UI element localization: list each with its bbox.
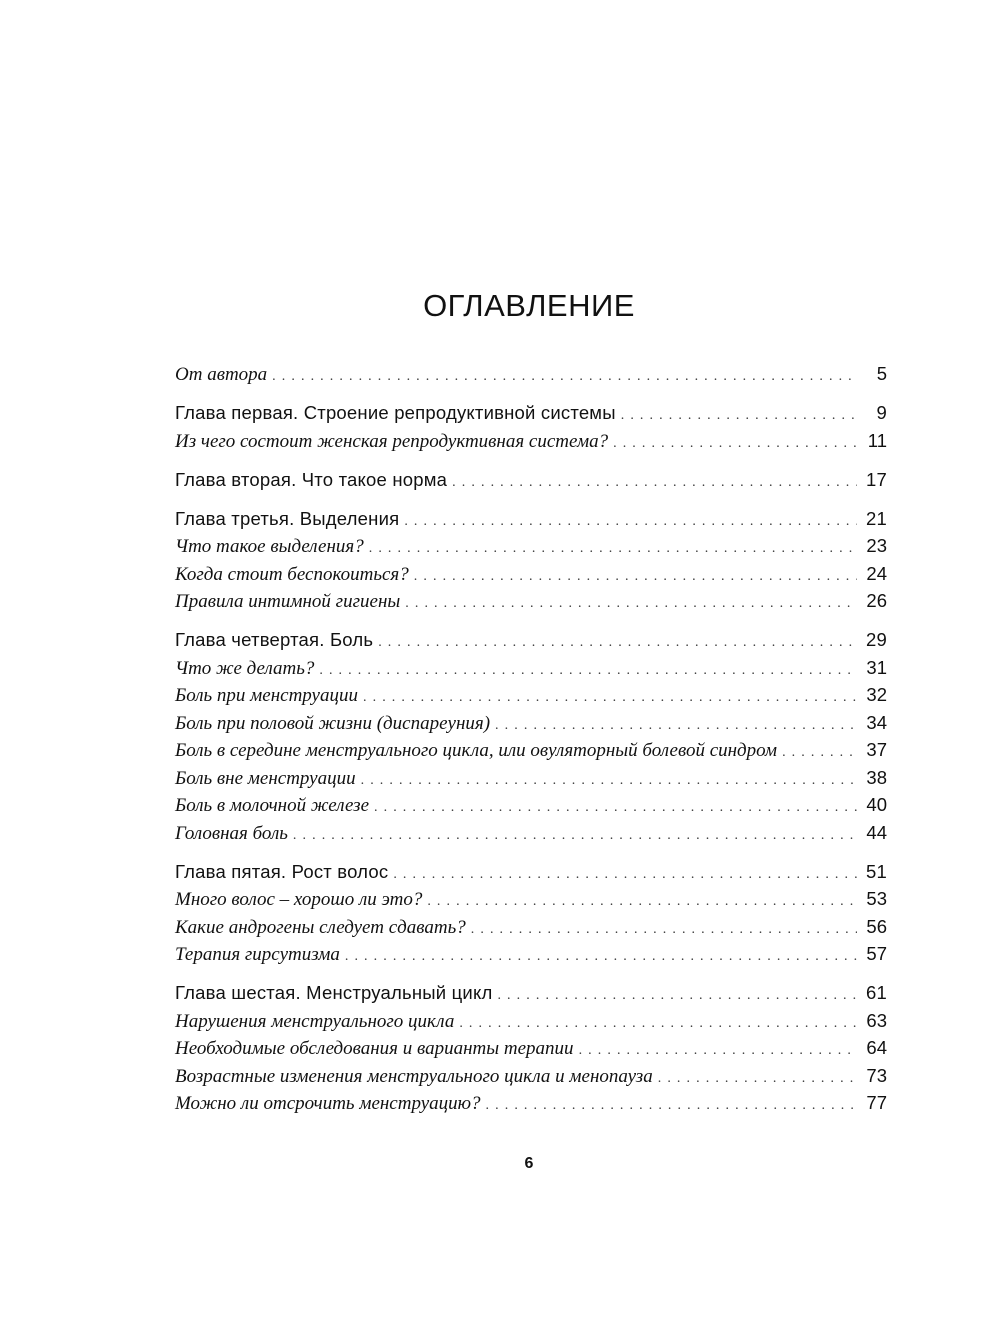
toc-entry-page: 51 [866,860,887,882]
toc-section-entry[interactable] [175,681,887,709]
toc-group [175,626,887,846]
dot-leader [495,712,857,740]
dot-leader [319,657,857,685]
toc-entry-page: 17 [866,468,887,490]
toc-chapter-entry[interactable] [175,466,887,494]
toc-entry-page: 34 [866,711,887,733]
toc-entry-page: 9 [876,402,887,423]
toc-entry-page: 24 [866,562,887,584]
dot-leader [459,1010,857,1038]
dot-leader [486,1092,857,1120]
toc-entry-page: 44 [866,821,887,843]
dot-leader [363,684,857,712]
toc-section-entry[interactable] [175,427,887,455]
toc-entry-label: Необходимые обследования и варианты терапии [175,1038,574,1059]
toc-entry-page: 64 [866,1037,887,1058]
toc-entry-page: 31 [866,656,887,678]
toc-entry-label: Боль при половой жизни (диспареуния) [175,712,491,734]
dot-leader [782,739,857,767]
dot-leader [405,590,857,618]
dot-leader [393,861,857,889]
table-of-contents [175,360,887,1128]
toc-section-entry[interactable] [175,560,887,588]
toc-entry-page: 40 [866,794,887,815]
toc-entry-label: Много волос – хорошо ли это? [175,889,423,910]
toc-entry-page: 5 [876,363,887,384]
toc-group [175,858,887,968]
toc-entry-page: 37 [866,739,887,760]
toc-entry-page: 29 [866,629,887,650]
toc-entry-label: Боль при менструации [175,685,358,706]
toc-section-entry[interactable] [175,913,887,941]
toc-entry-label: Можно ли отсрочить менструацию? [175,1093,481,1114]
toc-entry-label: Терапия гирсутизма [175,944,340,965]
toc-entry-label: Возрастные изменения менструального цикла и менопауза [175,1065,653,1087]
toc-entry-page: 23 [866,535,887,556]
toc-entry-page: 61 [866,982,887,1003]
toc-group [175,360,887,388]
toc-entry-label: Боль в молочной железе [175,795,369,816]
toc-section-entry[interactable] [175,1089,887,1117]
toc-section-entry[interactable] [175,764,887,792]
dot-leader [579,1037,857,1065]
toc-section-entry[interactable] [175,1062,887,1090]
toc-entry-label: Глава третья. Выделения [175,507,400,529]
page-number: 6 [524,1155,534,1172]
toc-entry-label: Глава пятая. Рост волос [175,860,389,882]
toc-entry-label: Из чего состоит женская репродуктивная система? [175,430,609,452]
toc-section-entry[interactable] [175,940,887,968]
toc-section-entry[interactable] [175,1034,887,1062]
toc-section-entry[interactable] [175,885,887,913]
toc-entry-page: 77 [866,1092,887,1113]
dot-leader [272,363,857,391]
toc-entry-page: 56 [866,915,887,937]
dot-leader [293,822,857,850]
dot-leader [404,508,857,536]
toc-entry-page: 63 [866,1009,887,1031]
toc-chapter-entry[interactable] [175,505,887,533]
toc-group [175,399,887,454]
toc-entry-page: 21 [866,507,887,529]
toc-group [175,505,887,615]
toc-entry-label: Головная боль [175,822,288,844]
dot-leader [497,982,857,1010]
toc-chapter-entry[interactable] [175,858,887,886]
toc-entry-page: 73 [866,1064,887,1086]
toc-section-entry[interactable] [175,709,887,737]
dot-leader [658,1065,857,1093]
dot-leader [374,794,857,822]
dot-leader [471,916,857,944]
dot-leader [427,888,857,916]
toc-entry-page: 57 [866,943,887,964]
toc-entry-label: Боль в середине менструального цикла, или овуляторный болевой синдром [175,740,778,761]
toc-section-entry[interactable] [175,819,887,847]
toc-section-entry[interactable] [175,791,887,819]
toc-chapter-entry[interactable] [175,979,887,1007]
toc-entry-page: 26 [866,590,887,611]
dot-leader [452,469,857,497]
toc-group [175,979,887,1117]
toc-entry-label: Правила интимной гигиены [175,591,401,612]
dot-leader [613,430,857,458]
toc-entry-label: Что такое выделения? [175,536,364,557]
dot-leader [378,629,857,657]
toc-entry-page: 53 [866,888,887,909]
toc-entry-page: 11 [867,429,887,451]
toc-section-entry[interactable] [175,587,887,615]
toc-entry-label: Глава первая. Строение репродуктивной системы [175,402,616,423]
toc-section-entry[interactable] [175,532,887,560]
toc-section-entry[interactable] [175,1007,887,1035]
dot-leader [361,767,857,795]
toc-entry-label: Глава вторая. Что такое норма [175,468,448,490]
toc-entry-label: Что же делать? [175,657,315,679]
dot-leader [369,535,857,563]
toc-section-entry[interactable] [175,654,887,682]
page-title: ОГЛАВЛЕНИЕ [423,288,635,323]
dot-leader [345,943,857,971]
toc-group [175,466,887,494]
toc-entry-label: Когда стоит беспокоиться? [175,563,409,585]
toc-entry-label: Глава четвертая. Боль [175,629,374,650]
dot-leader [621,402,857,430]
toc-chapter-entry[interactable] [175,626,887,654]
toc-entry-label: От автора [175,364,268,385]
toc-section-entry[interactable] [175,736,887,764]
toc-section-entry[interactable] [175,360,887,388]
toc-entry-label: Боль вне менструации [175,767,356,789]
toc-entry-page: 38 [866,766,887,788]
toc-entry-label: Какие андрогены следует сдавать? [175,916,466,938]
toc-entry-label: Глава шестая. Менструальный цикл [175,982,493,1003]
toc-entry-page: 32 [866,684,887,705]
toc-entry-label: Нарушения менструального цикла [175,1010,455,1032]
toc-chapter-entry[interactable] [175,399,887,427]
dot-leader [414,563,857,591]
